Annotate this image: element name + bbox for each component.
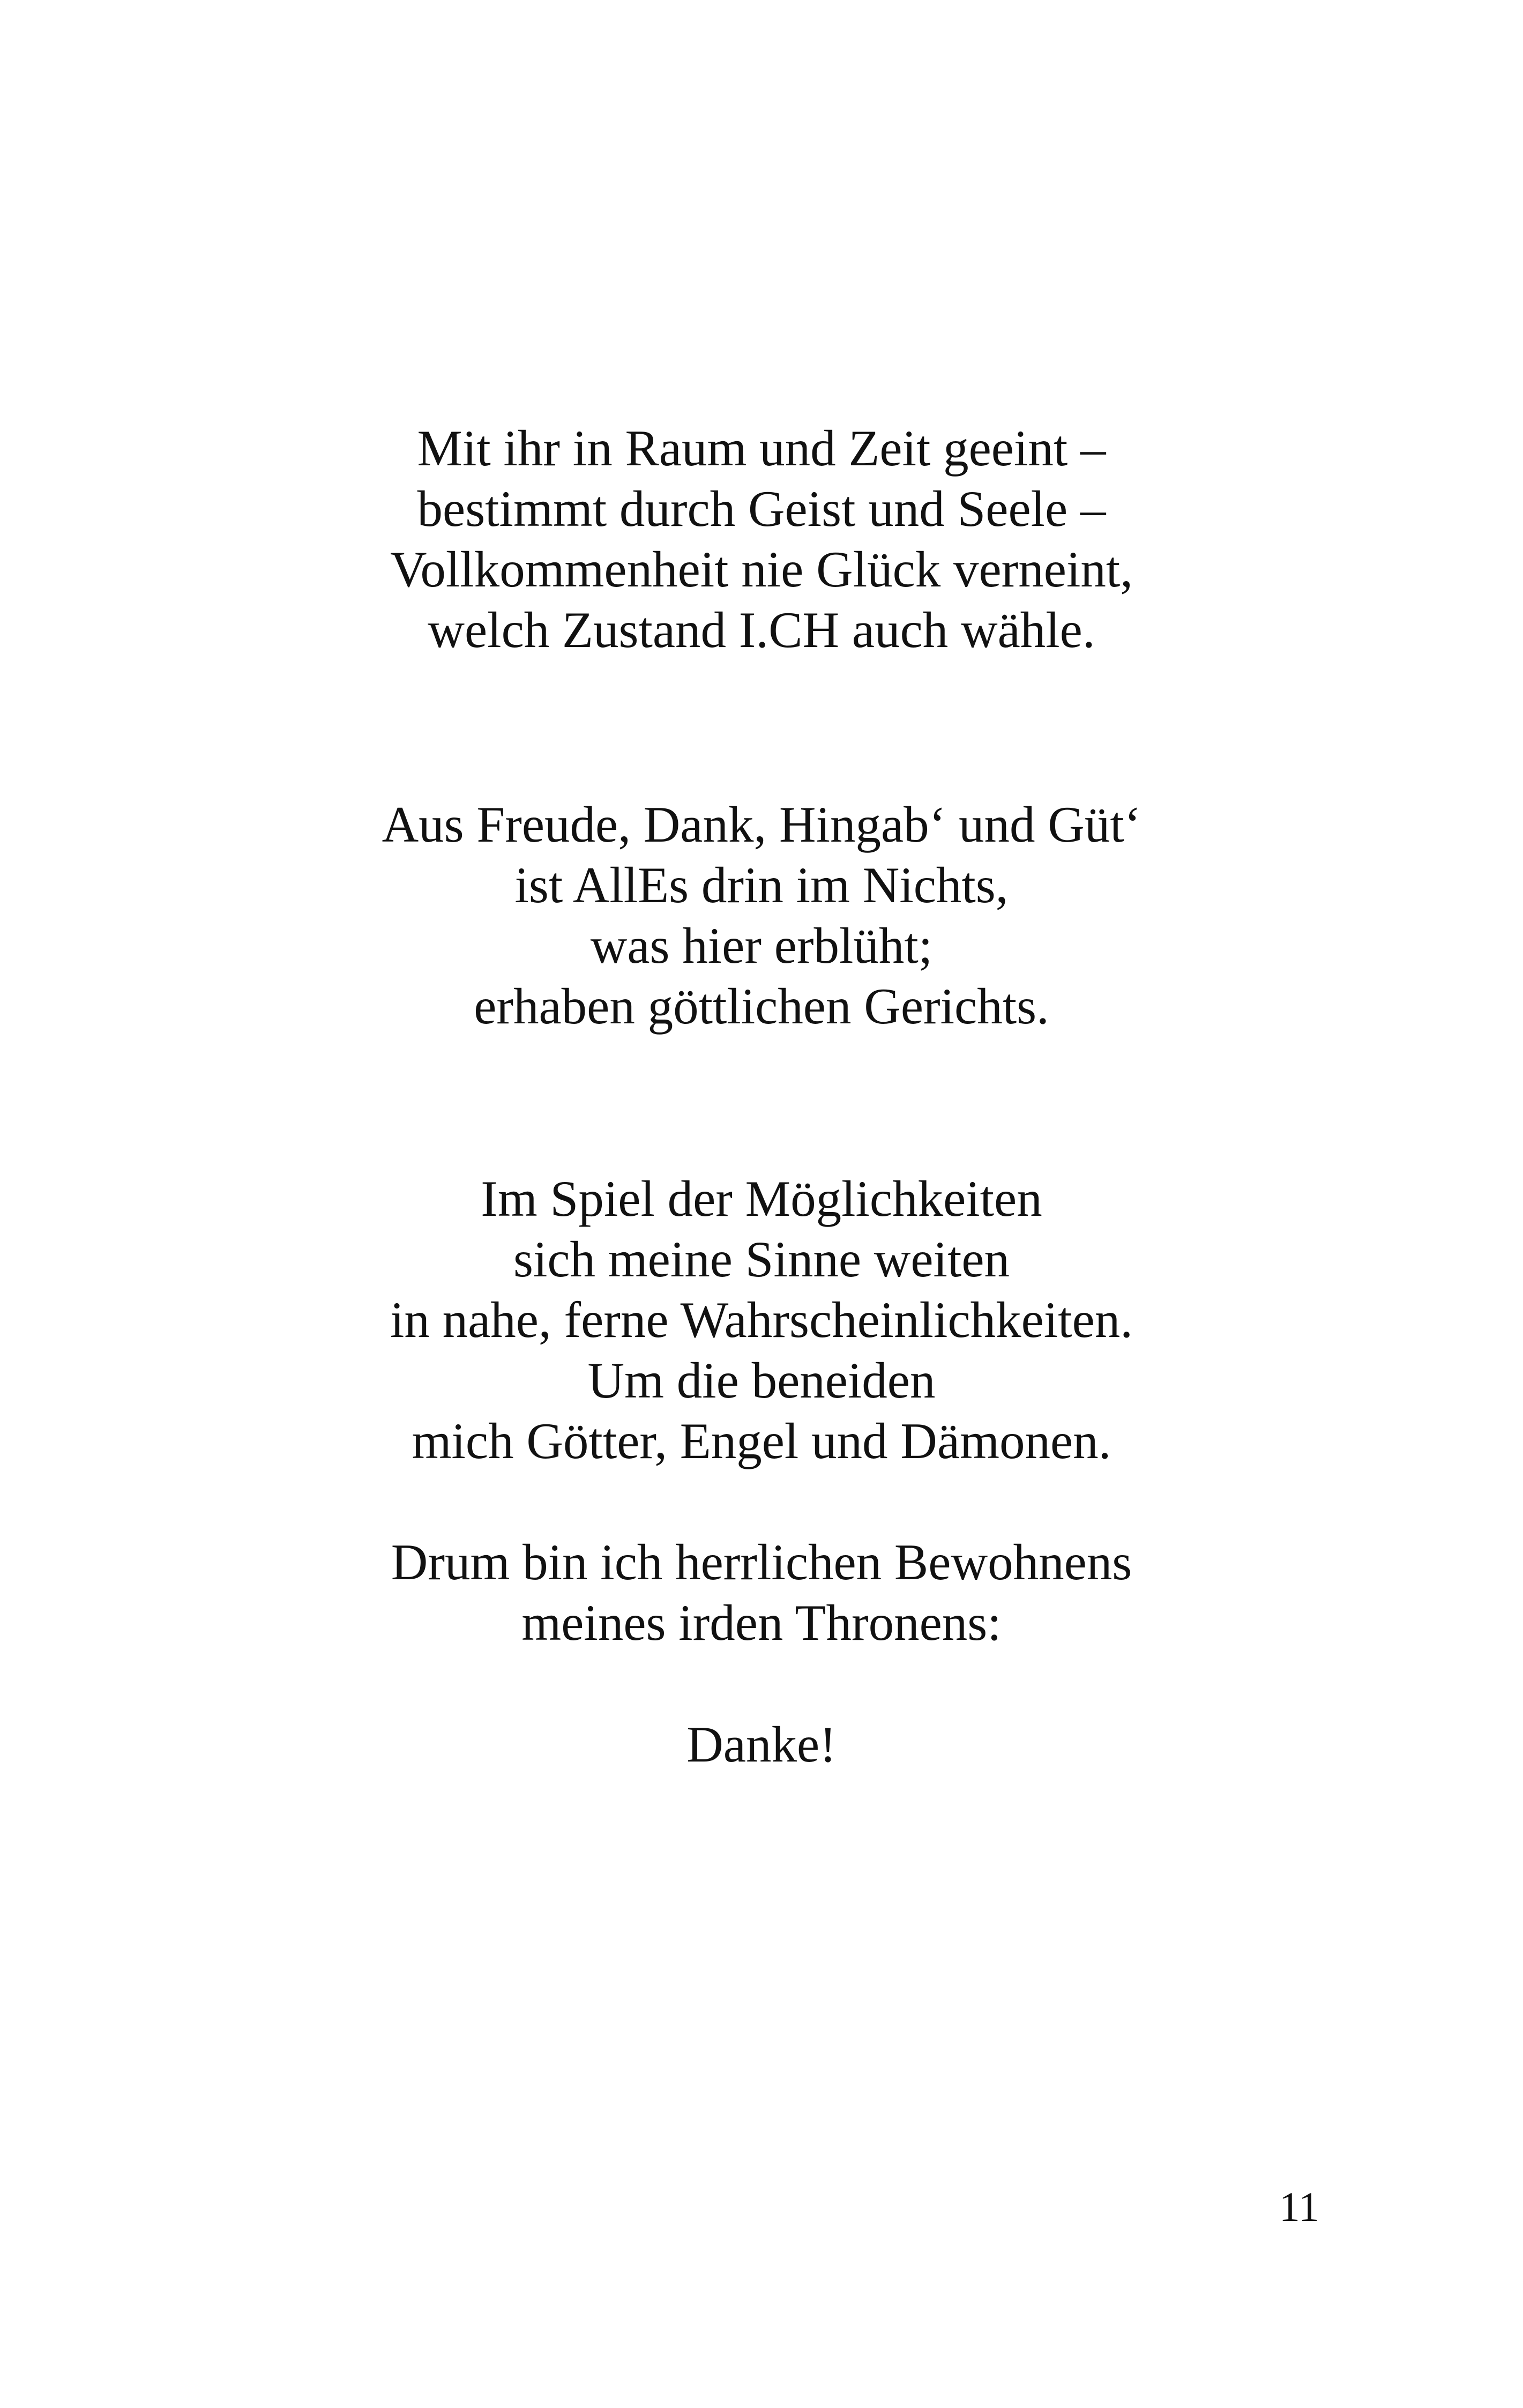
poem-line: bestimmt durch Geist und Seele – xyxy=(417,480,1106,537)
poem-line: Aus Freude, Dank, Hingab‘ und Güt‘ xyxy=(382,796,1141,853)
stanza-3 xyxy=(0,1169,1523,1471)
poem-line: was hier erblüht; xyxy=(590,917,933,974)
poem-line: Vollkommenheit nie Glück verneint, xyxy=(390,541,1133,598)
poem-line: ist AllEs drin im Nichts, xyxy=(514,857,1009,913)
poem-line: welch Zustand I.CH auch wähle. xyxy=(428,601,1095,658)
poem-line: Drum bin ich herrlichen Bewohnens xyxy=(391,1534,1132,1591)
poem-line: mich Götter, Engel und Dämonen. xyxy=(412,1413,1111,1469)
poem-line: Um die beneiden xyxy=(587,1352,936,1409)
stanza-1 xyxy=(0,418,1523,660)
stanza-2 xyxy=(0,794,1523,1037)
poem-line: Im Spiel der Möglichkeiten xyxy=(481,1170,1042,1227)
poem-line: in nahe, ferne Wahrscheinlichkeiten. xyxy=(390,1291,1133,1348)
poem-line: sich meine Sinne weiten xyxy=(513,1231,1010,1288)
poem-line: Danke! xyxy=(686,1716,837,1773)
page-number: 11 xyxy=(1279,2183,1319,2230)
poem-line: Mit ihr in Raum und Zeit geeint – xyxy=(417,420,1106,477)
stanza-5 xyxy=(0,1714,1523,1775)
poem-line: meines irden Thronens: xyxy=(521,1594,1002,1651)
poem-line: erhaben göttlichen Gerichts. xyxy=(474,978,1049,1035)
stanza-4 xyxy=(0,1532,1523,1653)
